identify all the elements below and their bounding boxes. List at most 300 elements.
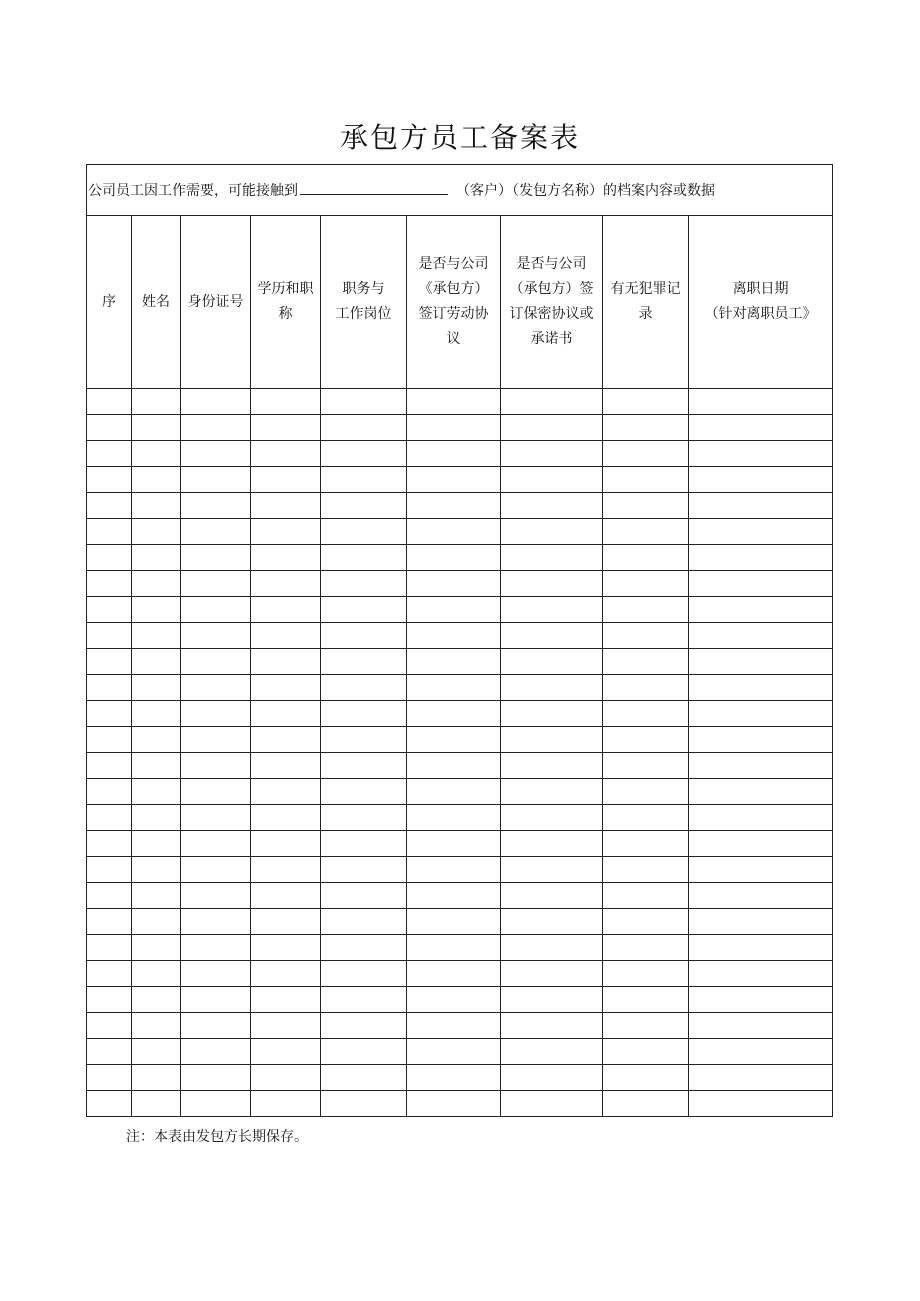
cell-labor-agreement[interactable]	[407, 831, 501, 857]
cell-labor-agreement[interactable]	[407, 961, 501, 987]
cell-labor-agreement[interactable]	[407, 623, 501, 649]
cell-name[interactable]	[132, 701, 181, 727]
table-row	[87, 519, 833, 545]
cell-education-title[interactable]	[251, 675, 321, 701]
footnote: 注：本表由发包方长期保存。	[126, 1129, 308, 1145]
cell-seq[interactable]	[87, 935, 132, 961]
table-row	[87, 753, 833, 779]
cell-departure-date[interactable]	[689, 909, 833, 935]
cell-id-number[interactable]	[181, 831, 251, 857]
cell-confidentiality-agreement[interactable]	[501, 441, 603, 467]
cell-criminal-record[interactable]	[603, 909, 689, 935]
cell-criminal-record[interactable]	[603, 493, 689, 519]
cell-criminal-record[interactable]	[603, 571, 689, 597]
cell-criminal-record[interactable]	[603, 1091, 689, 1117]
cell-id-number[interactable]	[181, 805, 251, 831]
cell-name[interactable]	[132, 467, 181, 493]
cell-confidentiality-agreement[interactable]	[501, 389, 603, 415]
cell-name[interactable]	[132, 519, 181, 545]
cell-labor-agreement[interactable]	[407, 987, 501, 1013]
cell-seq[interactable]	[87, 701, 132, 727]
cell-criminal-record[interactable]	[603, 519, 689, 545]
cell-position-post[interactable]	[321, 571, 407, 597]
cell-criminal-record[interactable]	[603, 753, 689, 779]
cell-criminal-record[interactable]	[603, 883, 689, 909]
cell-education-title[interactable]	[251, 753, 321, 779]
cell-education-title[interactable]	[251, 441, 321, 467]
cell-departure-date[interactable]	[689, 675, 833, 701]
cell-criminal-record[interactable]	[603, 597, 689, 623]
table-row	[87, 909, 833, 935]
cell-position-post[interactable]	[321, 805, 407, 831]
header-label: 姓名	[142, 293, 170, 310]
header-name	[132, 216, 181, 389]
cell-education-title[interactable]	[251, 623, 321, 649]
table-row	[87, 961, 833, 987]
table-row	[87, 987, 833, 1013]
cell-departure-date[interactable]	[689, 571, 833, 597]
cell-id-number[interactable]	[181, 883, 251, 909]
table-row	[87, 701, 833, 727]
cell-seq[interactable]	[87, 883, 132, 909]
cell-name[interactable]	[132, 727, 181, 753]
cell-name[interactable]	[132, 805, 181, 831]
table-row	[87, 1091, 833, 1117]
cell-labor-agreement[interactable]	[407, 857, 501, 883]
cell-seq[interactable]	[87, 1039, 132, 1065]
cell-name[interactable]	[132, 753, 181, 779]
cell-position-post[interactable]	[321, 935, 407, 961]
cell-id-number[interactable]	[181, 1065, 251, 1091]
cell-labor-agreement[interactable]	[407, 597, 501, 623]
cell-confidentiality-agreement[interactable]	[501, 597, 603, 623]
cell-id-number[interactable]	[181, 675, 251, 701]
notice-row	[87, 165, 833, 216]
cell-education-title[interactable]	[251, 987, 321, 1013]
cell-education-title[interactable]	[251, 1039, 321, 1065]
cell-name[interactable]	[132, 1039, 181, 1065]
cell-position-post[interactable]	[321, 441, 407, 467]
cell-confidentiality-agreement[interactable]	[501, 675, 603, 701]
cell-labor-agreement[interactable]	[407, 441, 501, 467]
cell-name[interactable]	[132, 441, 181, 467]
cell-confidentiality-agreement[interactable]	[501, 857, 603, 883]
cell-name[interactable]	[132, 961, 181, 987]
cell-name[interactable]	[132, 883, 181, 909]
cell-departure-date[interactable]	[689, 1091, 833, 1117]
cell-position-post[interactable]	[321, 1065, 407, 1091]
cell-id-number[interactable]	[181, 441, 251, 467]
cell-name[interactable]	[132, 1065, 181, 1091]
cell-criminal-record[interactable]	[603, 467, 689, 493]
cell-departure-date[interactable]	[689, 1013, 833, 1039]
cell-labor-agreement[interactable]	[407, 1039, 501, 1065]
cell-name[interactable]	[132, 649, 181, 675]
cell-departure-date[interactable]	[689, 545, 833, 571]
cell-departure-date[interactable]	[689, 857, 833, 883]
notice-cell	[87, 165, 833, 216]
cell-confidentiality-agreement[interactable]	[501, 831, 603, 857]
cell-labor-agreement[interactable]	[407, 935, 501, 961]
cell-confidentiality-agreement[interactable]	[501, 883, 603, 909]
cell-education-title[interactable]	[251, 779, 321, 805]
cell-labor-agreement[interactable]	[407, 493, 501, 519]
header-labor-agreement	[407, 216, 501, 389]
table-row	[87, 805, 833, 831]
cell-id-number[interactable]	[181, 909, 251, 935]
cell-criminal-record[interactable]	[603, 935, 689, 961]
cell-confidentiality-agreement[interactable]	[501, 571, 603, 597]
table-row	[87, 1039, 833, 1065]
cell-confidentiality-agreement[interactable]	[501, 649, 603, 675]
cell-position-post[interactable]	[321, 909, 407, 935]
cell-departure-date[interactable]	[689, 805, 833, 831]
table-row	[87, 571, 833, 597]
cell-name[interactable]	[132, 493, 181, 519]
cell-criminal-record[interactable]	[603, 779, 689, 805]
cell-seq[interactable]	[87, 909, 132, 935]
cell-position-post[interactable]	[321, 519, 407, 545]
cell-departure-date[interactable]	[689, 987, 833, 1013]
cell-id-number[interactable]	[181, 389, 251, 415]
cell-seq[interactable]	[87, 1013, 132, 1039]
cell-position-post[interactable]	[321, 675, 407, 701]
cell-confidentiality-agreement[interactable]	[501, 701, 603, 727]
cell-name[interactable]	[132, 987, 181, 1013]
cell-confidentiality-agreement[interactable]	[501, 1039, 603, 1065]
cell-seq[interactable]	[87, 415, 132, 441]
cell-id-number[interactable]	[181, 519, 251, 545]
cell-departure-date[interactable]	[689, 883, 833, 909]
cell-labor-agreement[interactable]	[407, 519, 501, 545]
cell-departure-date[interactable]	[689, 519, 833, 545]
cell-education-title[interactable]	[251, 805, 321, 831]
cell-departure-date[interactable]	[689, 831, 833, 857]
cell-seq[interactable]	[87, 571, 132, 597]
cell-id-number[interactable]	[181, 987, 251, 1013]
cell-departure-date[interactable]	[689, 441, 833, 467]
cell-departure-date[interactable]	[689, 389, 833, 415]
cell-position-post[interactable]	[321, 649, 407, 675]
cell-education-title[interactable]	[251, 571, 321, 597]
cell-departure-date[interactable]	[689, 753, 833, 779]
table-row	[87, 623, 833, 649]
cell-seq[interactable]	[87, 597, 132, 623]
table-row	[87, 831, 833, 857]
cell-id-number[interactable]	[181, 753, 251, 779]
cell-id-number[interactable]	[181, 545, 251, 571]
header-label: 身份证号	[187, 293, 244, 310]
cell-departure-date[interactable]	[689, 467, 833, 493]
cell-seq[interactable]	[87, 389, 132, 415]
cell-education-title[interactable]	[251, 909, 321, 935]
cell-criminal-record[interactable]	[603, 1039, 689, 1065]
cell-criminal-record[interactable]	[603, 389, 689, 415]
cell-position-post[interactable]	[321, 701, 407, 727]
cell-criminal-record[interactable]	[603, 623, 689, 649]
cell-departure-date[interactable]	[689, 935, 833, 961]
cell-criminal-record[interactable]	[603, 987, 689, 1013]
cell-id-number[interactable]	[181, 1013, 251, 1039]
cell-seq[interactable]	[87, 987, 132, 1013]
header-education-title	[251, 216, 321, 389]
cell-name[interactable]	[132, 597, 181, 623]
cell-confidentiality-agreement[interactable]	[501, 467, 603, 493]
cell-labor-agreement[interactable]	[407, 1013, 501, 1039]
cell-name[interactable]	[132, 571, 181, 597]
cell-education-title[interactable]	[251, 597, 321, 623]
cell-labor-agreement[interactable]	[407, 909, 501, 935]
cell-confidentiality-agreement[interactable]	[501, 935, 603, 961]
cell-labor-agreement[interactable]	[407, 467, 501, 493]
cell-criminal-record[interactable]	[603, 1065, 689, 1091]
table-row	[87, 1013, 833, 1039]
cell-education-title[interactable]	[251, 649, 321, 675]
cell-education-title[interactable]	[251, 1065, 321, 1091]
table-row	[87, 727, 833, 753]
cell-criminal-record[interactable]	[603, 441, 689, 467]
cell-confidentiality-agreement[interactable]	[501, 623, 603, 649]
cell-position-post[interactable]	[321, 545, 407, 571]
cell-confidentiality-agreement[interactable]	[501, 961, 603, 987]
cell-id-number[interactable]	[181, 467, 251, 493]
cell-confidentiality-agreement[interactable]	[501, 1091, 603, 1117]
table-row	[87, 415, 833, 441]
cell-criminal-record[interactable]	[603, 805, 689, 831]
cell-seq[interactable]	[87, 545, 132, 571]
table-row	[87, 649, 833, 675]
cell-departure-date[interactable]	[689, 597, 833, 623]
cell-labor-agreement[interactable]	[407, 1065, 501, 1091]
cell-position-post[interactable]	[321, 389, 407, 415]
column-header-row	[87, 216, 833, 389]
cell-labor-agreement[interactable]	[407, 753, 501, 779]
cell-name[interactable]	[132, 623, 181, 649]
table-row	[87, 493, 833, 519]
cell-seq[interactable]	[87, 961, 132, 987]
cell-departure-date[interactable]	[689, 1039, 833, 1065]
cell-position-post[interactable]	[321, 597, 407, 623]
cell-labor-agreement[interactable]	[407, 727, 501, 753]
table-row	[87, 675, 833, 701]
table-row	[87, 545, 833, 571]
cell-seq[interactable]	[87, 1065, 132, 1091]
cell-confidentiality-agreement[interactable]	[501, 493, 603, 519]
notice-suffix: （客户）（发包方名称）的档案内容或数据	[456, 183, 715, 199]
header-label: 离职日期 （针对离职员工》	[704, 281, 817, 322]
cell-name[interactable]	[132, 779, 181, 805]
cell-position-post[interactable]	[321, 987, 407, 1013]
cell-id-number[interactable]	[181, 415, 251, 441]
cell-seq[interactable]	[87, 805, 132, 831]
cell-position-post[interactable]	[321, 493, 407, 519]
cell-labor-agreement[interactable]	[407, 545, 501, 571]
cell-seq[interactable]	[87, 779, 132, 805]
cell-id-number[interactable]	[181, 779, 251, 805]
header-criminal-record	[603, 216, 689, 389]
cell-departure-date[interactable]	[689, 649, 833, 675]
cell-confidentiality-agreement[interactable]	[501, 753, 603, 779]
cell-education-title[interactable]	[251, 519, 321, 545]
cell-id-number[interactable]	[181, 727, 251, 753]
cell-position-post[interactable]	[321, 779, 407, 805]
cell-confidentiality-agreement[interactable]	[501, 987, 603, 1013]
cell-education-title[interactable]	[251, 883, 321, 909]
table-row	[87, 597, 833, 623]
cell-criminal-record[interactable]	[603, 545, 689, 571]
cell-labor-agreement[interactable]	[407, 883, 501, 909]
header-position-post	[321, 216, 407, 389]
cell-seq[interactable]	[87, 467, 132, 493]
cell-position-post[interactable]	[321, 1013, 407, 1039]
cell-position-post[interactable]	[321, 883, 407, 909]
cell-criminal-record[interactable]	[603, 649, 689, 675]
cell-name[interactable]	[132, 415, 181, 441]
cell-labor-agreement[interactable]	[407, 415, 501, 441]
table-row	[87, 389, 833, 415]
cell-departure-date[interactable]	[689, 779, 833, 805]
table-row	[87, 467, 833, 493]
cell-confidentiality-agreement[interactable]	[501, 1065, 603, 1091]
cell-education-title[interactable]	[251, 961, 321, 987]
cell-name[interactable]	[132, 857, 181, 883]
cell-education-title[interactable]	[251, 831, 321, 857]
cell-criminal-record[interactable]	[603, 961, 689, 987]
cell-seq[interactable]	[87, 519, 132, 545]
cell-labor-agreement[interactable]	[407, 1091, 501, 1117]
cell-name[interactable]	[132, 675, 181, 701]
cell-criminal-record[interactable]	[603, 675, 689, 701]
cell-criminal-record[interactable]	[603, 831, 689, 857]
cell-id-number[interactable]	[181, 1091, 251, 1117]
cell-education-title[interactable]	[251, 701, 321, 727]
client-name-blank[interactable]	[300, 180, 448, 195]
document-title: 承包方员工备案表	[339, 121, 580, 154]
cell-education-title[interactable]	[251, 727, 321, 753]
cell-departure-date[interactable]	[689, 493, 833, 519]
header-label: 序	[102, 293, 116, 310]
cell-confidentiality-agreement[interactable]	[501, 805, 603, 831]
cell-labor-agreement[interactable]	[407, 675, 501, 701]
table-row	[87, 935, 833, 961]
cell-position-post[interactable]	[321, 857, 407, 883]
cell-confidentiality-agreement[interactable]	[501, 415, 603, 441]
cell-criminal-record[interactable]	[603, 415, 689, 441]
cell-education-title[interactable]	[251, 1013, 321, 1039]
cell-position-post[interactable]	[321, 961, 407, 987]
cell-criminal-record[interactable]	[603, 857, 689, 883]
cell-departure-date[interactable]	[689, 623, 833, 649]
cell-education-title[interactable]	[251, 467, 321, 493]
cell-education-title[interactable]	[251, 389, 321, 415]
cell-id-number[interactable]	[181, 701, 251, 727]
cell-name[interactable]	[132, 545, 181, 571]
table-row	[87, 857, 833, 883]
cell-id-number[interactable]	[181, 961, 251, 987]
cell-education-title[interactable]	[251, 1091, 321, 1117]
cell-seq[interactable]	[87, 649, 132, 675]
cell-id-number[interactable]	[181, 571, 251, 597]
cell-labor-agreement[interactable]	[407, 779, 501, 805]
cell-departure-date[interactable]	[689, 1065, 833, 1091]
cell-seq[interactable]	[87, 1091, 132, 1117]
cell-departure-date[interactable]	[689, 701, 833, 727]
cell-id-number[interactable]	[181, 857, 251, 883]
cell-id-number[interactable]	[181, 623, 251, 649]
cell-id-number[interactable]	[181, 649, 251, 675]
cell-confidentiality-agreement[interactable]	[501, 1013, 603, 1039]
table-row	[87, 779, 833, 805]
cell-name[interactable]	[132, 935, 181, 961]
cell-confidentiality-agreement[interactable]	[501, 545, 603, 571]
cell-position-post[interactable]	[321, 753, 407, 779]
cell-position-post[interactable]	[321, 727, 407, 753]
cell-labor-agreement[interactable]	[407, 571, 501, 597]
cell-seq[interactable]	[87, 493, 132, 519]
table-row	[87, 441, 833, 467]
table-row	[87, 883, 833, 909]
cell-labor-agreement[interactable]	[407, 701, 501, 727]
cell-seq[interactable]	[87, 623, 132, 649]
cell-position-post[interactable]	[321, 467, 407, 493]
cell-criminal-record[interactable]	[603, 1013, 689, 1039]
cell-id-number[interactable]	[181, 493, 251, 519]
cell-name[interactable]	[132, 1091, 181, 1117]
cell-seq[interactable]	[87, 831, 132, 857]
cell-id-number[interactable]	[181, 1039, 251, 1065]
cell-id-number[interactable]	[181, 935, 251, 961]
cell-name[interactable]	[132, 389, 181, 415]
cell-seq[interactable]	[87, 753, 132, 779]
cell-seq[interactable]	[87, 675, 132, 701]
cell-seq[interactable]	[87, 441, 132, 467]
cell-education-title[interactable]	[251, 935, 321, 961]
cell-position-post[interactable]	[321, 1039, 407, 1065]
cell-criminal-record[interactable]	[603, 727, 689, 753]
cell-position-post[interactable]	[321, 623, 407, 649]
cell-id-number[interactable]	[181, 597, 251, 623]
cell-departure-date[interactable]	[689, 727, 833, 753]
cell-position-post[interactable]	[321, 831, 407, 857]
cell-labor-agreement[interactable]	[407, 649, 501, 675]
cell-education-title[interactable]	[251, 493, 321, 519]
cell-confidentiality-agreement[interactable]	[501, 727, 603, 753]
cell-confidentiality-agreement[interactable]	[501, 909, 603, 935]
cell-seq[interactable]	[87, 727, 132, 753]
cell-position-post[interactable]	[321, 1091, 407, 1117]
cell-position-post[interactable]	[321, 415, 407, 441]
cell-confidentiality-agreement[interactable]	[501, 519, 603, 545]
employee-record-table	[86, 164, 833, 1117]
cell-seq[interactable]	[87, 857, 132, 883]
cell-departure-date[interactable]	[689, 961, 833, 987]
cell-labor-agreement[interactable]	[407, 389, 501, 415]
cell-education-title[interactable]	[251, 415, 321, 441]
cell-education-title[interactable]	[251, 545, 321, 571]
header-id-number	[181, 216, 251, 389]
header-seq	[87, 216, 132, 389]
cell-name[interactable]	[132, 1013, 181, 1039]
cell-labor-agreement[interactable]	[407, 805, 501, 831]
cell-criminal-record[interactable]	[603, 701, 689, 727]
header-label: 有无犯罪记 录	[610, 281, 681, 322]
cell-name[interactable]	[132, 909, 181, 935]
header-departure-date	[689, 216, 833, 389]
cell-name[interactable]	[132, 831, 181, 857]
cell-departure-date[interactable]	[689, 415, 833, 441]
cell-education-title[interactable]	[251, 857, 321, 883]
cell-confidentiality-agreement[interactable]	[501, 779, 603, 805]
